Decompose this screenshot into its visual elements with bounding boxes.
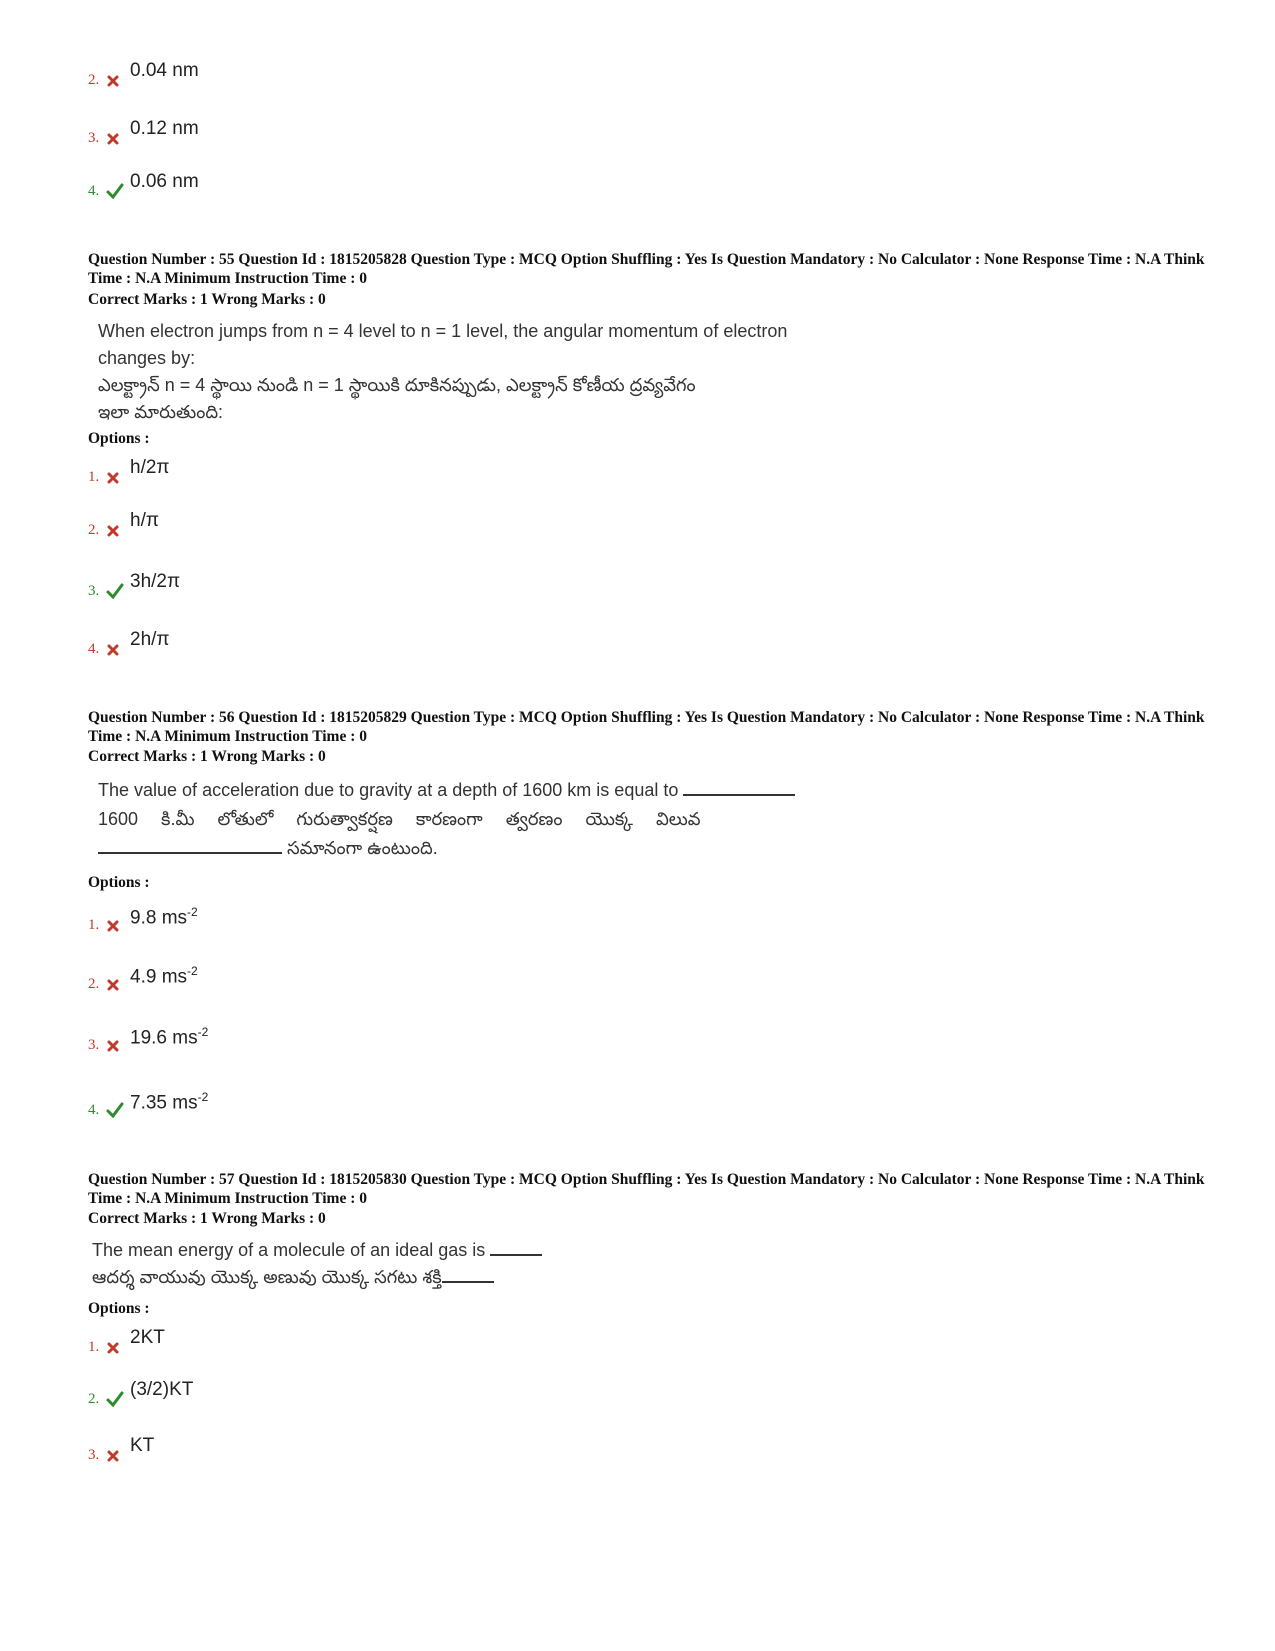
answer-blank	[442, 1267, 494, 1283]
check-mark-icon	[106, 583, 122, 599]
option-number: 3.	[88, 130, 100, 146]
answer-blank	[98, 838, 282, 854]
option-number: 4.	[88, 1102, 100, 1118]
option-row	[88, 118, 488, 170]
option-text: (3/2)KT	[130, 1379, 194, 1400]
option-row	[88, 1327, 488, 1379]
option-number: 2.	[88, 976, 100, 992]
check-mark-icon	[106, 1391, 122, 1407]
wrong-mark-icon	[106, 74, 122, 90]
option-text: 0.04 nm	[130, 60, 199, 81]
option-text: 9.8 $ms^{-2}$	[130, 905, 198, 929]
option-row	[88, 1090, 488, 1142]
option-row	[88, 629, 488, 681]
question-text-te: ఎలక్ట్రాన్ n = 4 స్థాయి నుండి n = 1 స్థాయికి దూకినప్పుడు, ఎలక్ట్రాన్ కోణీయ ద్రవ్యవేగం	[98, 375, 696, 395]
options-label: Options :	[88, 1300, 150, 1317]
option-row	[88, 1435, 488, 1487]
marks-line: Correct Marks : 1 Wrong Marks : 0	[88, 1210, 326, 1227]
option-number: 1.	[88, 469, 100, 485]
option-text: h/π	[130, 510, 159, 531]
question-text-en: changes by:	[98, 348, 196, 368]
question-text-en: The mean energy of a molecule of an ideal gas is	[92, 1240, 486, 1260]
option-number: 2.	[88, 1391, 100, 1407]
wrong-mark-icon	[106, 643, 122, 659]
option-number: 3.	[88, 1447, 100, 1463]
marks-line: Correct Marks : 1 Wrong Marks : 0	[88, 748, 326, 765]
option-row	[88, 60, 488, 112]
wrong-mark-icon	[106, 1039, 122, 1055]
options-label: Options :	[88, 874, 150, 891]
question-text	[98, 777, 795, 862]
answer-blank	[490, 1240, 542, 1256]
question-text-te: ఆదర్శ వాయువు యొక్క అణువు యొక్క సగటు శక్తి	[92, 1267, 442, 1287]
wrong-mark-icon	[106, 471, 122, 487]
option-text: 0.06 nm	[130, 171, 199, 192]
option-text: 19.6 $ms^{-2}$	[130, 1025, 209, 1049]
option-text: 0.12 nm	[130, 118, 199, 139]
wrong-mark-icon	[106, 132, 122, 148]
option-text: 7.35 $ms^{-2}$	[130, 1090, 209, 1114]
question-meta: Question Number : 55 Question Id : 1815205828 Question Type : MCQ Option Shuffling : Yes Is Question Mandatory : No Calculator : None Response Time : N.A Think Time : N.A Minimum Instruction Time : 0	[88, 251, 1205, 287]
question-meta: Question Number : 56 Question Id : 1815205829 Question Type : MCQ Option Shuffling : Yes Is Question Mandatory : No Calculator : None Response Time : N.A Think Time : N.A Minimum Instruction Time : 0	[88, 709, 1205, 745]
check-mark-icon	[106, 183, 122, 199]
marks-line: Correct Marks : 1 Wrong Marks : 0	[88, 291, 326, 308]
question-text-en: The value of acceleration due to gravity at a depth of 1600 km is equal to	[98, 780, 679, 800]
option-text: KT	[130, 1435, 155, 1456]
option-number: 3.	[88, 1037, 100, 1053]
option-text: h/2π	[130, 457, 170, 478]
option-number: 2.	[88, 72, 100, 88]
option-row	[88, 964, 488, 1016]
option-number: 3.	[88, 583, 100, 599]
option-text: 2h/π	[130, 629, 170, 650]
option-number: 4.	[88, 183, 100, 199]
wrong-mark-icon	[106, 919, 122, 935]
option-number: 1.	[88, 917, 100, 933]
option-number: 2.	[88, 522, 100, 538]
wrong-mark-icon	[106, 524, 122, 540]
question-text-en: When electron jumps from n = 4 level to n = 1 level, the angular momentum of electron	[98, 321, 788, 341]
option-row	[88, 571, 488, 623]
option-row	[88, 905, 488, 957]
answer-blank	[683, 780, 795, 796]
option-row	[88, 510, 488, 562]
question-text	[98, 318, 787, 426]
option-row	[88, 457, 488, 509]
option-row	[88, 171, 488, 223]
question-text-te: 1600 కి.మీ లోతులో గురుత్వాకర్షణ కారణంగా త్వరణం యొక్క విలువ	[98, 809, 701, 829]
question-text	[92, 1237, 542, 1291]
question-text-te: సమానంగా ఉంటుంది.	[287, 838, 438, 858]
option-text: 3h/2π	[130, 571, 181, 592]
option-text: 2KT	[130, 1327, 165, 1348]
wrong-mark-icon	[106, 1341, 122, 1357]
option-row	[88, 1379, 488, 1431]
question-meta: Question Number : 57 Question Id : 1815205830 Question Type : MCQ Option Shuffling : Yes Is Question Mandatory : No Calculator : None Response Time : N.A Think Time : N.A Minimum Instruction Time : 0	[88, 1171, 1205, 1207]
option-number: 1.	[88, 1339, 100, 1355]
options-label: Options :	[88, 430, 150, 447]
option-row	[88, 1025, 488, 1077]
wrong-mark-icon	[106, 978, 122, 994]
question-text-te: ఇలా మారుతుంది:	[98, 402, 224, 422]
option-number: 4.	[88, 641, 100, 657]
check-mark-icon	[106, 1102, 122, 1118]
option-text: 4.9 $ms^{-2}$	[130, 964, 198, 988]
wrong-mark-icon	[106, 1449, 122, 1465]
